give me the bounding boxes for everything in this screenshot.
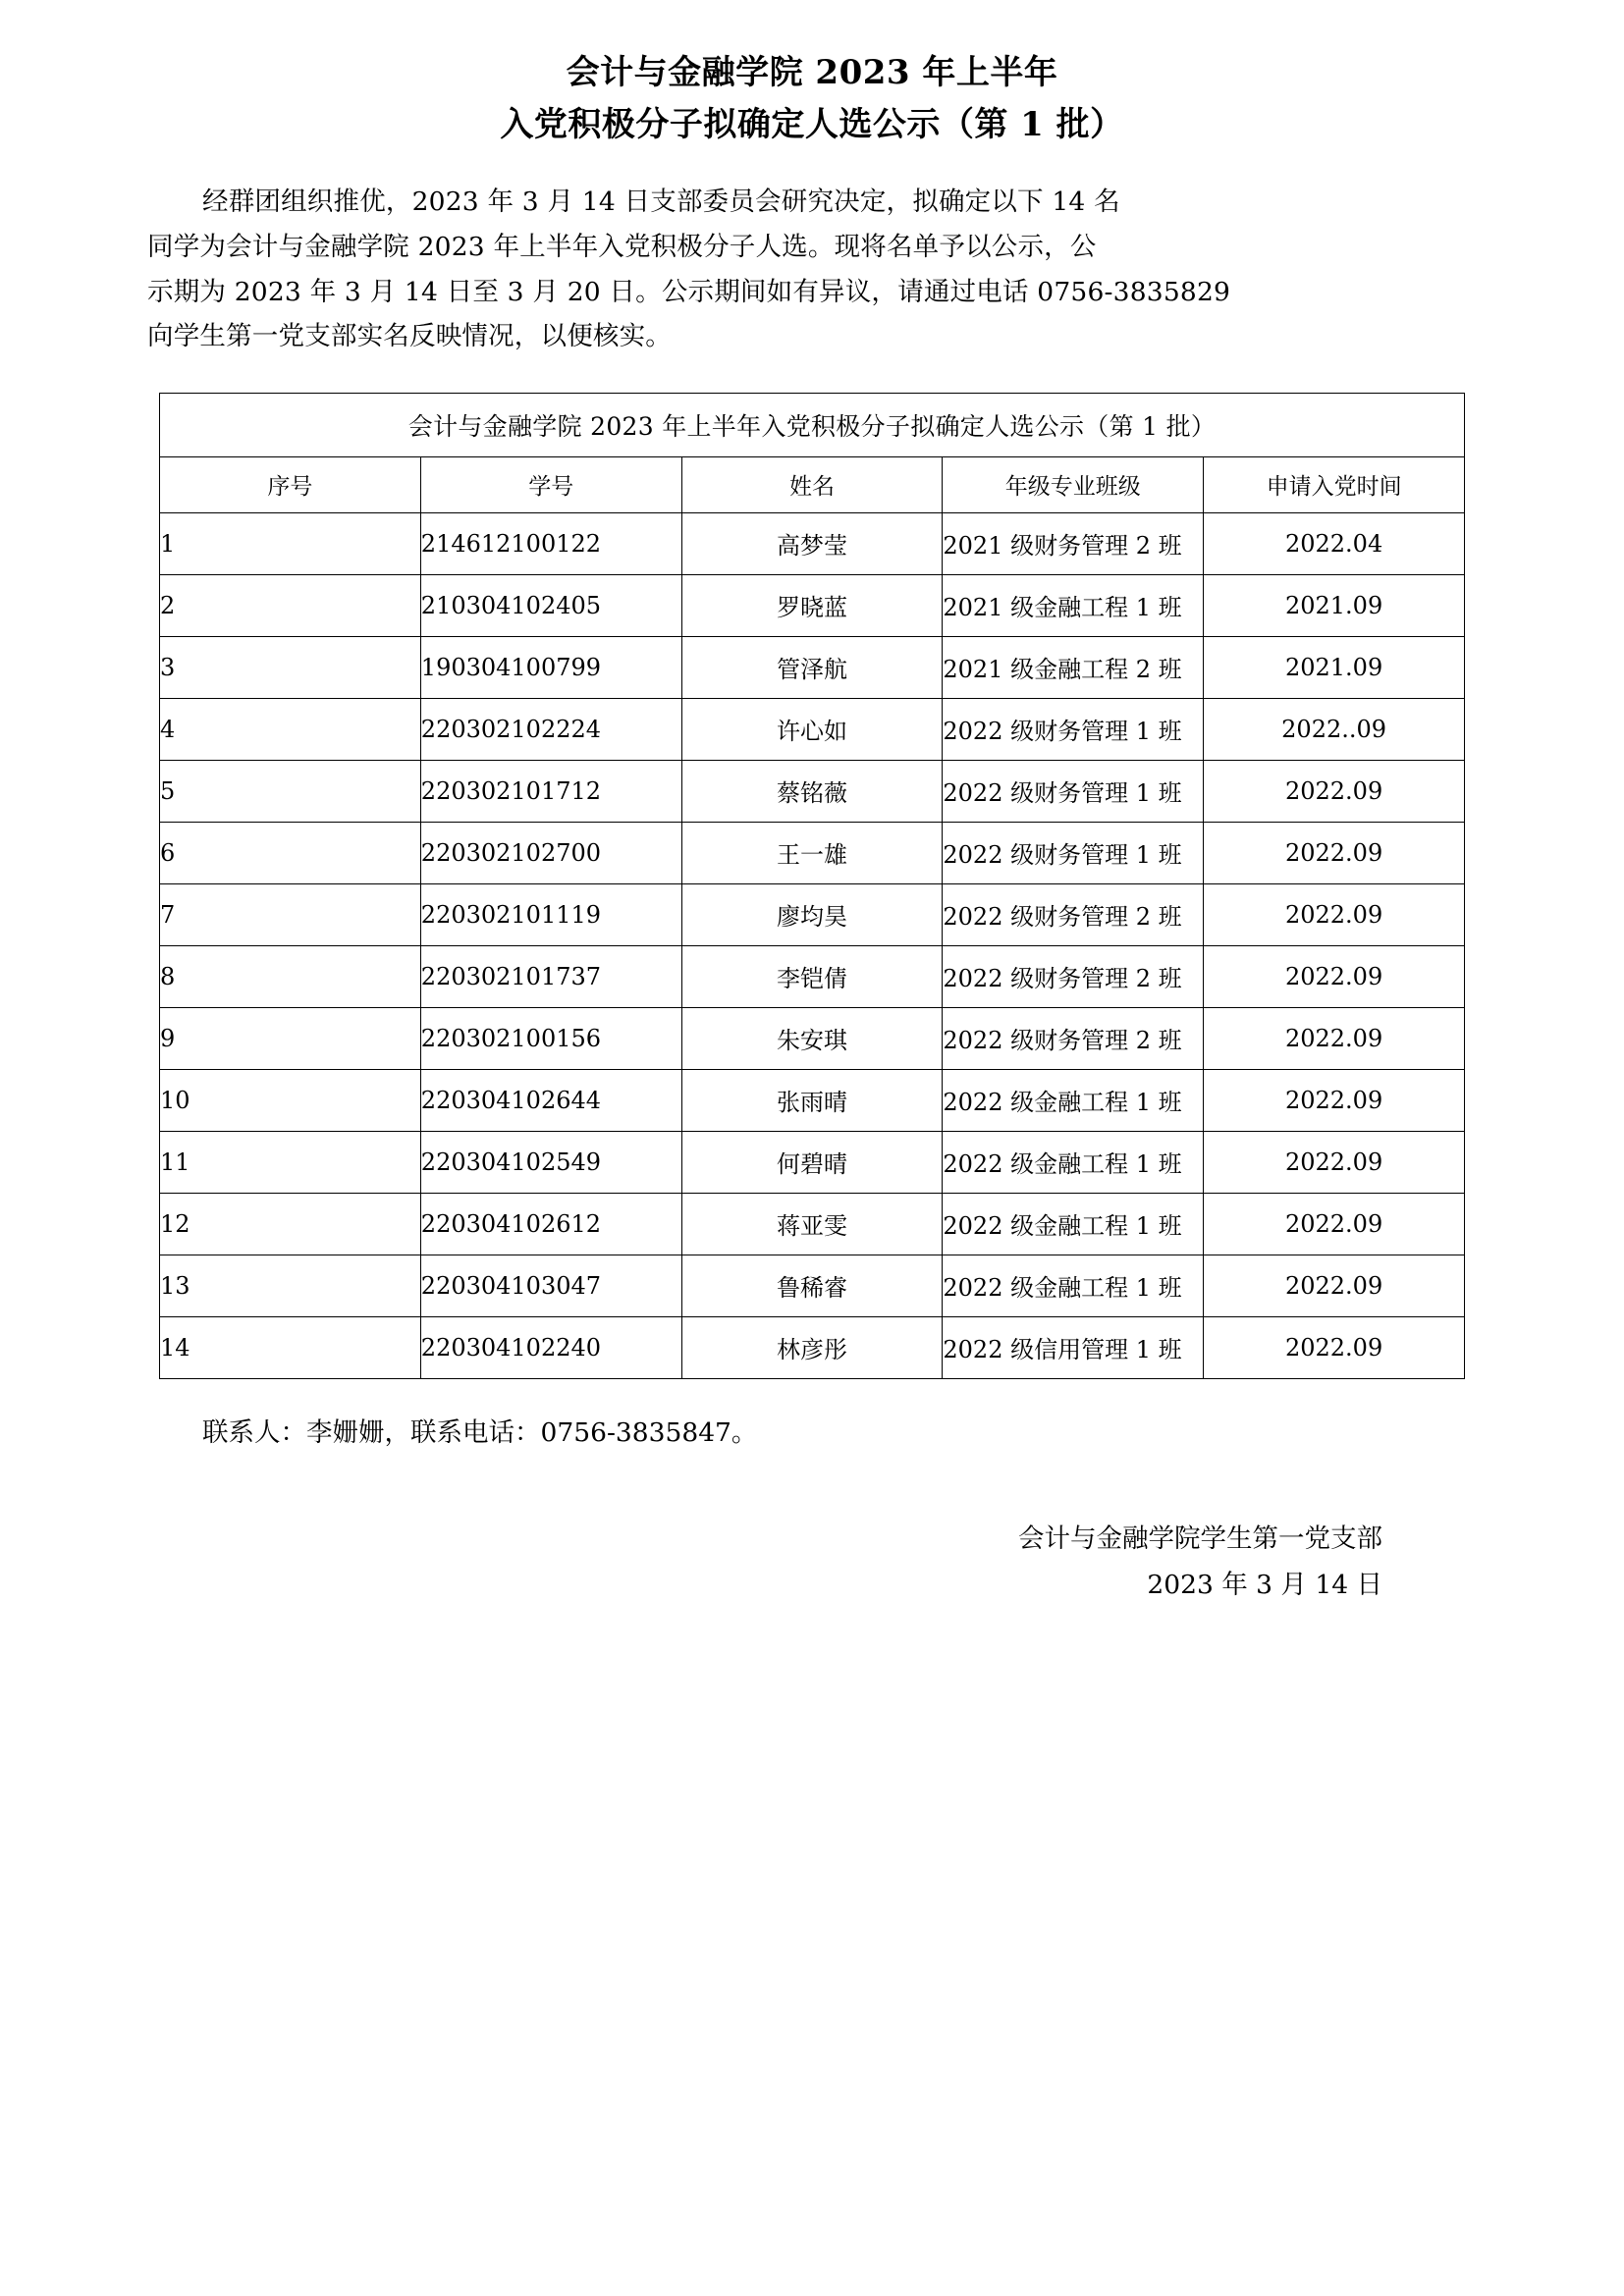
cell-name: 王一雄 — [681, 822, 943, 883]
cell-class: 2022 级金融工程 1 班 — [943, 1193, 1204, 1255]
cell-class: 2021 级金融工程 2 班 — [943, 636, 1204, 698]
cell-name: 林彦彤 — [681, 1316, 943, 1378]
table-row — [160, 822, 1465, 883]
cell-class: 2021 级金融工程 1 班 — [943, 574, 1204, 636]
cell-class: 2022 级财务管理 2 班 — [943, 945, 1204, 1007]
cell-class: 2022 级财务管理 2 班 — [943, 883, 1204, 945]
cell-apply-date: 2022.09 — [1204, 1255, 1465, 1316]
cell-apply-date: 2021.09 — [1204, 574, 1465, 636]
table-row — [160, 1007, 1465, 1069]
table-caption: 会计与金融学院 2023 年上半年入党积极分子拟确定人选公示（第 1 批） — [160, 393, 1465, 456]
cell-name: 蒋亚雯 — [681, 1193, 943, 1255]
cell-student-id: 220302101712 — [420, 760, 681, 822]
paragraph-line-2: 同学为会计与金融学院 2023 年上半年入党积极分子人选。现将名单予以公示，公 — [147, 231, 1097, 262]
cell-student-id: 210304102405 — [420, 574, 681, 636]
cell-index: 9 — [160, 1007, 421, 1069]
table-row — [160, 1069, 1465, 1131]
cell-apply-date: 2022.09 — [1204, 1131, 1465, 1193]
cell-student-id: 220302101119 — [420, 883, 681, 945]
cell-index: 14 — [160, 1316, 421, 1378]
cell-index: 2 — [160, 574, 421, 636]
cell-student-id: 190304100799 — [420, 636, 681, 698]
cell-class: 2022 级金融工程 1 班 — [943, 1131, 1204, 1193]
table-row — [160, 1131, 1465, 1193]
cell-index: 11 — [160, 1131, 421, 1193]
cell-class: 2022 级财务管理 1 班 — [943, 698, 1204, 760]
cell-student-id: 220302101737 — [420, 945, 681, 1007]
contact-line: 联系人：李姗姗，联系电话：0756-3835847。 — [202, 1416, 758, 1448]
cell-name: 廖均昊 — [681, 883, 943, 945]
cell-class: 2022 级财务管理 1 班 — [943, 760, 1204, 822]
cell-name: 张雨晴 — [681, 1069, 943, 1131]
table-row — [160, 1255, 1465, 1316]
table-row — [160, 512, 1465, 574]
cell-index: 7 — [160, 883, 421, 945]
paragraph-line-1 — [147, 180, 1477, 225]
cell-index: 3 — [160, 636, 421, 698]
cell-apply-date: 2022.04 — [1204, 512, 1465, 574]
cell-student-id: 220302100156 — [420, 1007, 681, 1069]
cell-apply-date: 2022.09 — [1204, 1007, 1465, 1069]
cell-name: 管泽航 — [681, 636, 943, 698]
signature-block — [147, 1516, 1477, 1608]
cell-index: 13 — [160, 1255, 421, 1316]
cell-student-id: 220304102644 — [420, 1069, 681, 1131]
cell-apply-date: 2022.09 — [1204, 883, 1465, 945]
paragraph-line-1-text: 经群团组织推优，2023 年 3 月 14 日支部委员会研究决定，拟确定以下 14 名 — [202, 187, 1120, 218]
cell-class: 2022 级财务管理 1 班 — [943, 822, 1204, 883]
cell-name: 朱安琪 — [681, 1007, 943, 1069]
cell-apply-date: 2022.09 — [1204, 822, 1465, 883]
paragraph-line-3: 示期为 2023 年 3 月 14 日至 3 月 20 日。公示期间如有异议，请通过电话 0756-3835829 — [147, 276, 1231, 307]
table-row — [160, 636, 1465, 698]
header-class: 年级专业班级 — [943, 456, 1204, 512]
cell-index: 6 — [160, 822, 421, 883]
cell-name: 何碧晴 — [681, 1131, 943, 1193]
table-row — [160, 883, 1465, 945]
signature-date: 2023 年 3 月 14 日 — [1147, 1569, 1382, 1600]
cell-student-id: 220304102240 — [420, 1316, 681, 1378]
cell-class: 2022 级金融工程 1 班 — [943, 1255, 1204, 1316]
cell-name: 蔡铭薇 — [681, 760, 943, 822]
cell-class: 2021 级财务管理 2 班 — [943, 512, 1204, 574]
cell-name: 李铠倩 — [681, 945, 943, 1007]
cell-apply-date: 2022..09 — [1204, 698, 1465, 760]
cell-index: 10 — [160, 1069, 421, 1131]
cell-student-id: 220304102549 — [420, 1131, 681, 1193]
table-row — [160, 945, 1465, 1007]
cell-index: 1 — [160, 512, 421, 574]
cell-student-id: 214612100122 — [420, 512, 681, 574]
header-name: 姓名 — [681, 456, 943, 512]
cell-apply-date: 2022.09 — [1204, 1193, 1465, 1255]
cell-student-id: 220304103047 — [420, 1255, 681, 1316]
cell-apply-date: 2021.09 — [1204, 636, 1465, 698]
table-row — [160, 760, 1465, 822]
cell-student-id: 220302102224 — [420, 698, 681, 760]
table-caption-row — [160, 393, 1465, 456]
cell-class: 2022 级财务管理 2 班 — [943, 1007, 1204, 1069]
cell-apply-date: 2022.09 — [1204, 1069, 1465, 1131]
cell-name: 高梦莹 — [681, 512, 943, 574]
table-row — [160, 1193, 1465, 1255]
header-student-id: 学号 — [420, 456, 681, 512]
cell-name: 罗晓蓝 — [681, 574, 943, 636]
cell-apply-date: 2022.09 — [1204, 1316, 1465, 1378]
document-title-line-1: 会计与金融学院 2023 年上半年 — [566, 53, 1058, 92]
table-row — [160, 698, 1465, 760]
cell-class: 2022 级信用管理 1 班 — [943, 1316, 1204, 1378]
table-row — [160, 1316, 1465, 1378]
table-row — [160, 574, 1465, 636]
document-title-line-2: 入党积极分子拟确定人选公示（第 1 批） — [500, 104, 1124, 144]
cell-student-id: 220302102700 — [420, 822, 681, 883]
candidate-table — [159, 393, 1465, 1379]
cell-apply-date: 2022.09 — [1204, 945, 1465, 1007]
cell-student-id: 220304102612 — [420, 1193, 681, 1255]
candidate-table-wrapper — [147, 393, 1477, 1379]
table-header-row — [160, 456, 1465, 512]
cell-index: 8 — [160, 945, 421, 1007]
header-index: 序号 — [160, 456, 421, 512]
cell-name: 鲁稀睿 — [681, 1255, 943, 1316]
cell-index: 4 — [160, 698, 421, 760]
cell-index: 5 — [160, 760, 421, 822]
signature-organization: 会计与金融学院学生第一党支部 — [1018, 1522, 1382, 1554]
header-apply-date: 申请入党时间 — [1204, 456, 1465, 512]
announcement-paragraph — [147, 180, 1477, 358]
cell-class: 2022 级金融工程 1 班 — [943, 1069, 1204, 1131]
cell-name: 许心如 — [681, 698, 943, 760]
paragraph-line-4: 向学生第一党支部实名反映情况，以便核实。 — [147, 321, 672, 352]
cell-apply-date: 2022.09 — [1204, 760, 1465, 822]
cell-index: 12 — [160, 1193, 421, 1255]
document-title — [147, 47, 1477, 150]
